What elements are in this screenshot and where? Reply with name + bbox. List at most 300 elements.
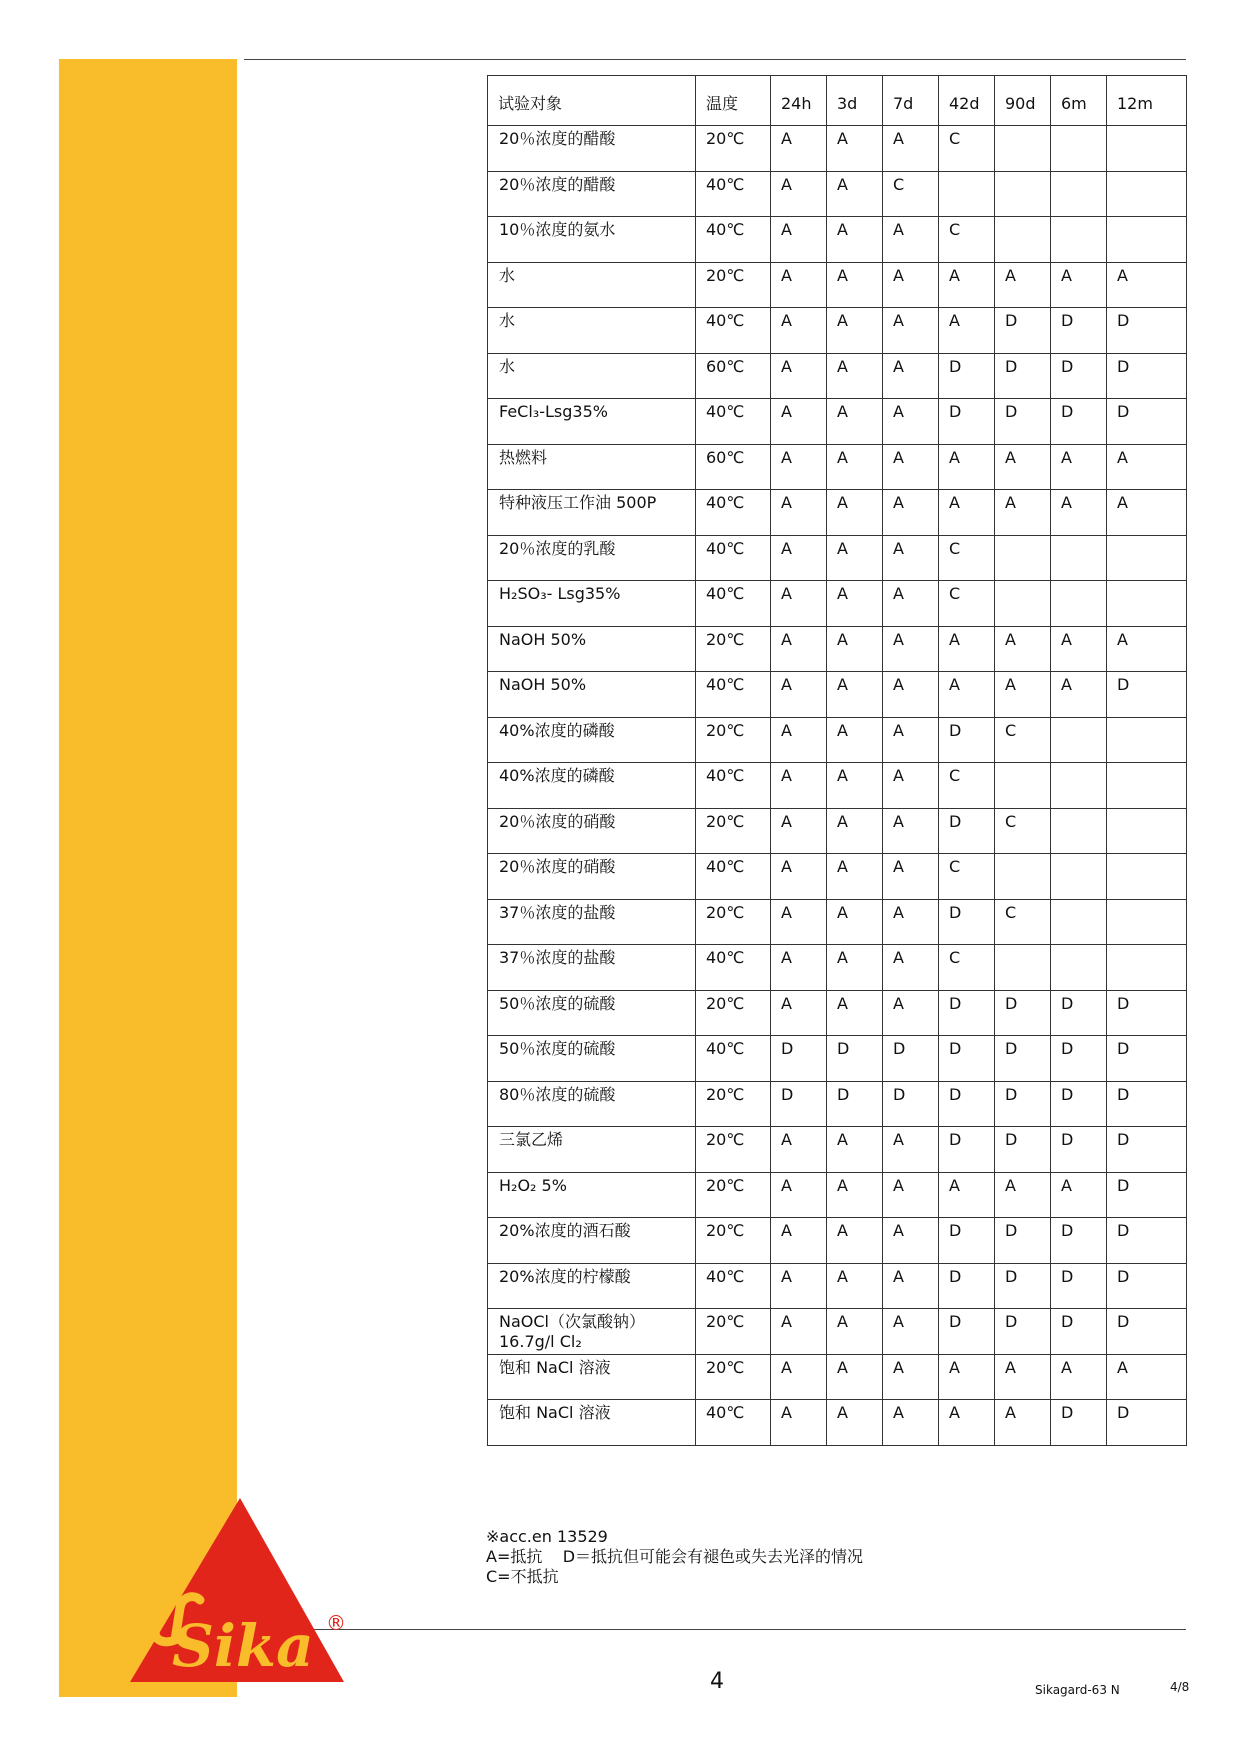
table-header-row xyxy=(488,76,1187,126)
test-subject-cell: H₂SO₃- Lsg35% xyxy=(488,581,696,627)
test-subject-cell: 50％浓度的硫酸 xyxy=(488,1036,696,1082)
rating-cell: A xyxy=(771,1263,827,1309)
column-header: 12m xyxy=(1107,76,1187,126)
rating-cell: D xyxy=(995,308,1051,354)
rating-cell: A xyxy=(939,444,995,490)
rating-cell: C xyxy=(939,763,995,809)
table-row xyxy=(488,399,1187,445)
table-row xyxy=(488,626,1187,672)
test-subject-cell: 三氯乙烯 xyxy=(488,1127,696,1173)
rating-cell: C xyxy=(939,535,995,581)
yellow-sidebar-band xyxy=(59,59,237,1697)
temperature-cell: 60℃ xyxy=(696,353,771,399)
rating-cell: A xyxy=(883,945,939,991)
rating-cell: A xyxy=(771,444,827,490)
rating-cell: A xyxy=(827,763,883,809)
rating-cell: D xyxy=(1107,1400,1187,1446)
temperature-cell: 40℃ xyxy=(696,945,771,991)
rating-cell: D xyxy=(939,1036,995,1082)
rating-cell xyxy=(1107,854,1187,900)
rating-cell: A xyxy=(939,1172,995,1218)
rating-cell: A xyxy=(883,1172,939,1218)
rating-cell: A xyxy=(827,945,883,991)
rating-cell: D xyxy=(1107,1309,1187,1355)
rating-cell: A xyxy=(771,308,827,354)
rating-cell: A xyxy=(995,444,1051,490)
rating-cell: A xyxy=(827,1172,883,1218)
rating-cell: D xyxy=(995,1036,1051,1082)
rating-cell: D xyxy=(939,1081,995,1127)
rating-cell: A xyxy=(827,535,883,581)
table-row xyxy=(488,126,1187,172)
test-subject-cell: NaOCl（次氯酸钠）16.7g/l Cl₂ xyxy=(488,1309,696,1355)
rating-cell: D xyxy=(995,1218,1051,1264)
temperature-cell: 40℃ xyxy=(696,171,771,217)
rating-cell: A xyxy=(939,262,995,308)
temperature-cell: 40℃ xyxy=(696,490,771,536)
rating-cell: A xyxy=(827,490,883,536)
table-row xyxy=(488,353,1187,399)
rating-cell xyxy=(1107,535,1187,581)
rating-cell xyxy=(1107,126,1187,172)
test-subject-cell: 40%浓度的磷酸 xyxy=(488,717,696,763)
test-subject-cell: 20%浓度的酒石酸 xyxy=(488,1218,696,1264)
test-subject-cell: 20％浓度的醋酸 xyxy=(488,126,696,172)
rating-cell: A xyxy=(883,1400,939,1446)
temperature-cell: 20℃ xyxy=(696,1127,771,1173)
rating-cell: A xyxy=(827,353,883,399)
column-header: 7d xyxy=(883,76,939,126)
rating-cell: A xyxy=(771,1309,827,1355)
rating-cell: A xyxy=(771,535,827,581)
table-row xyxy=(488,1309,1187,1355)
table-row xyxy=(488,990,1187,1036)
temperature-cell: 40℃ xyxy=(696,854,771,900)
temperature-cell: 40℃ xyxy=(696,1036,771,1082)
rating-cell xyxy=(1051,581,1107,627)
rating-cell: A xyxy=(771,1354,827,1400)
rating-cell xyxy=(1051,535,1107,581)
rating-cell xyxy=(1051,899,1107,945)
rating-cell: A xyxy=(827,1354,883,1400)
test-subject-cell: H₂O₂ 5% xyxy=(488,1172,696,1218)
rating-cell: A xyxy=(1107,444,1187,490)
rating-cell: D xyxy=(939,1218,995,1264)
rating-cell: A xyxy=(883,490,939,536)
rating-cell: A xyxy=(827,808,883,854)
rating-cell: A xyxy=(1107,1354,1187,1400)
rating-cell xyxy=(1107,808,1187,854)
rating-cell: D xyxy=(995,1081,1051,1127)
rating-cell: A xyxy=(771,262,827,308)
rating-cell: A xyxy=(883,854,939,900)
table-row xyxy=(488,1127,1187,1173)
rating-cell: D xyxy=(1107,1263,1187,1309)
rating-cell: D xyxy=(1051,1036,1107,1082)
legend-a-d: A=抵抗 D＝抵抗但可能会有褪色或失去光泽的情况 xyxy=(486,1547,864,1566)
rating-cell: A xyxy=(883,353,939,399)
temperature-cell: 40℃ xyxy=(696,308,771,354)
table-row xyxy=(488,535,1187,581)
rating-cell: D xyxy=(1051,1309,1107,1355)
rating-cell: D xyxy=(771,1036,827,1082)
column-header: 6m xyxy=(1051,76,1107,126)
rating-cell: A xyxy=(883,1263,939,1309)
test-subject-cell: NaOH 50% xyxy=(488,672,696,718)
test-subject-cell: 20％浓度的硝酸 xyxy=(488,854,696,900)
rating-cell: A xyxy=(771,171,827,217)
rating-cell: D xyxy=(1107,672,1187,718)
rating-cell: D xyxy=(1107,990,1187,1036)
rating-cell: A xyxy=(995,626,1051,672)
rating-cell xyxy=(995,763,1051,809)
rating-cell xyxy=(1051,217,1107,263)
rating-cell: A xyxy=(827,717,883,763)
rating-cell: D xyxy=(939,353,995,399)
rating-cell: D xyxy=(995,990,1051,1036)
table-row xyxy=(488,1354,1187,1400)
rating-cell: A xyxy=(771,808,827,854)
temperature-cell: 40℃ xyxy=(696,581,771,627)
test-subject-cell: 20％浓度的乳酸 xyxy=(488,535,696,581)
rating-cell: A xyxy=(883,399,939,445)
rating-cell: D xyxy=(1107,1081,1187,1127)
temperature-cell: 20℃ xyxy=(696,262,771,308)
rating-cell: D xyxy=(939,899,995,945)
table-row xyxy=(488,854,1187,900)
rating-cell: A xyxy=(771,854,827,900)
rating-cell xyxy=(1107,717,1187,763)
rating-cell: A xyxy=(883,308,939,354)
table-row xyxy=(488,217,1187,263)
test-subject-cell: NaOH 50% xyxy=(488,626,696,672)
rating-cell: D xyxy=(939,1309,995,1355)
rating-cell: A xyxy=(771,126,827,172)
rating-cell: D xyxy=(1107,1036,1187,1082)
rating-cell: D xyxy=(771,1081,827,1127)
temperature-cell: 20℃ xyxy=(696,1354,771,1400)
rating-cell xyxy=(995,945,1051,991)
rating-cell: D xyxy=(939,990,995,1036)
rating-cell xyxy=(1107,899,1187,945)
rating-cell: A xyxy=(995,1172,1051,1218)
rating-cell xyxy=(1051,808,1107,854)
rating-cell: A xyxy=(827,1263,883,1309)
rating-cell: D xyxy=(1051,990,1107,1036)
rating-cell: A xyxy=(883,626,939,672)
rating-cell: D xyxy=(1107,1127,1187,1173)
column-header: 试验对象 xyxy=(488,76,696,126)
rating-cell: A xyxy=(771,990,827,1036)
rating-cell: C xyxy=(939,126,995,172)
table-row xyxy=(488,1036,1187,1082)
rating-cell: D xyxy=(995,1263,1051,1309)
test-subject-cell: 20%浓度的柠檬酸 xyxy=(488,1263,696,1309)
rating-cell xyxy=(995,217,1051,263)
rating-cell: D xyxy=(1107,353,1187,399)
rating-cell: D xyxy=(827,1081,883,1127)
rating-cell: D xyxy=(995,1127,1051,1173)
test-subject-cell: 40%浓度的磷酸 xyxy=(488,763,696,809)
table-row xyxy=(488,672,1187,718)
rating-cell: A xyxy=(771,1400,827,1446)
rating-cell: A xyxy=(827,399,883,445)
rating-cell: D xyxy=(1051,399,1107,445)
table-row xyxy=(488,262,1187,308)
rating-cell: A xyxy=(995,1400,1051,1446)
footer-rule xyxy=(244,1629,1186,1630)
column-header: 42d xyxy=(939,76,995,126)
rating-cell: A xyxy=(939,490,995,536)
rating-cell: A xyxy=(771,1218,827,1264)
temperature-cell: 40℃ xyxy=(696,217,771,263)
rating-cell xyxy=(1051,763,1107,809)
test-subject-cell: 37％浓度的盐酸 xyxy=(488,945,696,991)
rating-cell: D xyxy=(883,1081,939,1127)
temperature-cell: 40℃ xyxy=(696,1400,771,1446)
rating-cell xyxy=(995,854,1051,900)
rating-cell: A xyxy=(883,990,939,1036)
temperature-cell: 40℃ xyxy=(696,763,771,809)
rating-cell: C xyxy=(939,581,995,627)
rating-cell: A xyxy=(827,171,883,217)
column-header: 3d xyxy=(827,76,883,126)
rating-cell xyxy=(939,171,995,217)
rating-cell xyxy=(1051,171,1107,217)
rating-cell: A xyxy=(883,672,939,718)
test-subject-cell: 饱和 NaCl 溶液 xyxy=(488,1354,696,1400)
rating-cell xyxy=(1107,581,1187,627)
table-row xyxy=(488,308,1187,354)
rating-cell xyxy=(1051,854,1107,900)
rating-cell xyxy=(1107,171,1187,217)
rating-cell: A xyxy=(1051,444,1107,490)
rating-cell: A xyxy=(883,1354,939,1400)
rating-cell: A xyxy=(939,672,995,718)
rating-cell: D xyxy=(995,1309,1051,1355)
rating-cell: A xyxy=(771,1172,827,1218)
rating-cell: A xyxy=(995,490,1051,536)
temperature-cell: 20℃ xyxy=(696,808,771,854)
logo-wordmark: Sika xyxy=(172,1612,314,1680)
rating-cell: A xyxy=(883,535,939,581)
rating-cell: D xyxy=(1051,353,1107,399)
rating-cell: A xyxy=(827,854,883,900)
temperature-cell: 40℃ xyxy=(696,1263,771,1309)
page-of-total: 4/8 xyxy=(1170,1680,1190,1694)
temperature-cell: 20℃ xyxy=(696,126,771,172)
column-header: 温度 xyxy=(696,76,771,126)
rating-cell: C xyxy=(939,854,995,900)
rating-cell: D xyxy=(939,399,995,445)
rating-cell: A xyxy=(827,581,883,627)
registered-mark: ® xyxy=(326,1611,346,1635)
rating-cell: C xyxy=(995,808,1051,854)
rating-cell xyxy=(1051,126,1107,172)
table-row xyxy=(488,490,1187,536)
rating-cell: A xyxy=(1051,626,1107,672)
rating-cell xyxy=(1107,217,1187,263)
column-header: 24h xyxy=(771,76,827,126)
table-row xyxy=(488,581,1187,627)
table-row xyxy=(488,444,1187,490)
rating-cell: D xyxy=(1107,1218,1187,1264)
rating-cell: A xyxy=(827,308,883,354)
test-subject-cell: 37％浓度的盐酸 xyxy=(488,899,696,945)
rating-cell: A xyxy=(1051,1172,1107,1218)
sika-logo xyxy=(130,1496,350,1682)
test-subject-cell: 50％浓度的硫酸 xyxy=(488,990,696,1036)
temperature-cell: 20℃ xyxy=(696,1172,771,1218)
rating-cell: A xyxy=(1107,626,1187,672)
page-number: 4 xyxy=(710,1669,724,1694)
column-header: 90d xyxy=(995,76,1051,126)
rating-cell: C xyxy=(883,171,939,217)
rating-cell: D xyxy=(1107,399,1187,445)
rating-cell: D xyxy=(883,1036,939,1082)
test-subject-cell: FeCl₃-Lsg35% xyxy=(488,399,696,445)
standard-note: ※acc.en 13529 xyxy=(486,1527,608,1546)
table-row xyxy=(488,899,1187,945)
rating-cell: D xyxy=(827,1036,883,1082)
rating-cell: A xyxy=(827,672,883,718)
table-row xyxy=(488,945,1187,991)
rating-cell: D xyxy=(1107,308,1187,354)
rating-cell: A xyxy=(883,1218,939,1264)
table-row xyxy=(488,1218,1187,1264)
rating-cell: D xyxy=(1051,308,1107,354)
rating-cell: C xyxy=(995,899,1051,945)
rating-cell xyxy=(1051,945,1107,991)
rating-cell: A xyxy=(939,626,995,672)
rating-cell: D xyxy=(939,808,995,854)
rating-cell: A xyxy=(771,1127,827,1173)
rating-cell: A xyxy=(1107,490,1187,536)
rating-cell: A xyxy=(883,808,939,854)
rating-cell: A xyxy=(771,945,827,991)
test-subject-cell: 水 xyxy=(488,353,696,399)
rating-cell: A xyxy=(771,217,827,263)
rating-cell: A xyxy=(995,1354,1051,1400)
temperature-cell: 20℃ xyxy=(696,990,771,1036)
temperature-cell: 20℃ xyxy=(696,899,771,945)
test-subject-cell: 热燃料 xyxy=(488,444,696,490)
temperature-cell: 40℃ xyxy=(696,399,771,445)
temperature-cell: 20℃ xyxy=(696,1081,771,1127)
rating-cell: A xyxy=(827,1400,883,1446)
rating-cell: A xyxy=(771,899,827,945)
rating-cell: A xyxy=(939,1400,995,1446)
rating-cell: A xyxy=(827,262,883,308)
rating-cell: D xyxy=(1051,1263,1107,1309)
rating-cell: D xyxy=(995,399,1051,445)
rating-cell: A xyxy=(827,126,883,172)
rating-cell: C xyxy=(939,217,995,263)
rating-cell: C xyxy=(995,717,1051,763)
rating-cell: A xyxy=(883,717,939,763)
rating-cell xyxy=(1051,717,1107,763)
rating-cell: A xyxy=(771,353,827,399)
rating-cell: A xyxy=(827,217,883,263)
test-subject-cell: 20％浓度的硝酸 xyxy=(488,808,696,854)
rating-cell: A xyxy=(1051,1354,1107,1400)
rating-cell xyxy=(1107,945,1187,991)
test-subject-cell: 饱和 NaCl 溶液 xyxy=(488,1400,696,1446)
table-row xyxy=(488,171,1187,217)
rating-cell: A xyxy=(1051,672,1107,718)
rating-cell: D xyxy=(995,353,1051,399)
test-subject-cell: 10％浓度的氨水 xyxy=(488,217,696,263)
rating-cell: A xyxy=(883,763,939,809)
rating-cell: D xyxy=(1051,1218,1107,1264)
table-row xyxy=(488,717,1187,763)
rating-cell: A xyxy=(827,1127,883,1173)
rating-cell: D xyxy=(939,717,995,763)
rating-cell: A xyxy=(995,672,1051,718)
test-subject-cell: 水 xyxy=(488,308,696,354)
rating-cell xyxy=(995,581,1051,627)
rating-cell xyxy=(995,126,1051,172)
rating-cell: C xyxy=(939,945,995,991)
rating-cell: A xyxy=(771,399,827,445)
rating-cell: A xyxy=(827,990,883,1036)
rating-cell: D xyxy=(1051,1127,1107,1173)
rating-cell: A xyxy=(1051,262,1107,308)
rating-cell xyxy=(995,171,1051,217)
table-row xyxy=(488,808,1187,854)
rating-cell: A xyxy=(883,899,939,945)
rating-cell: A xyxy=(827,626,883,672)
rating-cell: D xyxy=(1051,1400,1107,1446)
rating-cell: A xyxy=(995,262,1051,308)
rating-cell: A xyxy=(883,1127,939,1173)
rating-cell: D xyxy=(939,1127,995,1173)
rating-cell: A xyxy=(1107,262,1187,308)
rating-cell: A xyxy=(883,126,939,172)
rating-cell: A xyxy=(883,217,939,263)
temperature-cell: 40℃ xyxy=(696,672,771,718)
temperature-cell: 40℃ xyxy=(696,535,771,581)
rating-cell: A xyxy=(883,581,939,627)
rating-cell: A xyxy=(771,490,827,536)
test-subject-cell: 80％浓度的硫酸 xyxy=(488,1081,696,1127)
rating-cell: D xyxy=(939,1263,995,1309)
header-rule xyxy=(244,59,1186,60)
rating-cell: A xyxy=(827,1309,883,1355)
temperature-cell: 20℃ xyxy=(696,1218,771,1264)
temperature-cell: 60℃ xyxy=(696,444,771,490)
table-row xyxy=(488,1172,1187,1218)
temperature-cell: 20℃ xyxy=(696,1309,771,1355)
rating-cell: A xyxy=(939,1354,995,1400)
table-row xyxy=(488,1081,1187,1127)
rating-cell: D xyxy=(1051,1081,1107,1127)
rating-cell: A xyxy=(883,1309,939,1355)
test-subject-cell: 特种液压工作油 500P xyxy=(488,490,696,536)
table-row xyxy=(488,763,1187,809)
rating-cell: A xyxy=(1051,490,1107,536)
document-name: Sikagard-63 N xyxy=(1035,1683,1120,1697)
rating-cell: A xyxy=(771,763,827,809)
rating-cell xyxy=(995,535,1051,581)
rating-cell: A xyxy=(771,672,827,718)
rating-cell: A xyxy=(939,308,995,354)
chemical-resistance-table xyxy=(487,75,1187,1446)
rating-cell: A xyxy=(771,626,827,672)
table-row xyxy=(488,1263,1187,1309)
test-subject-cell: 20％浓度的醋酸 xyxy=(488,171,696,217)
rating-cell: A xyxy=(771,717,827,763)
